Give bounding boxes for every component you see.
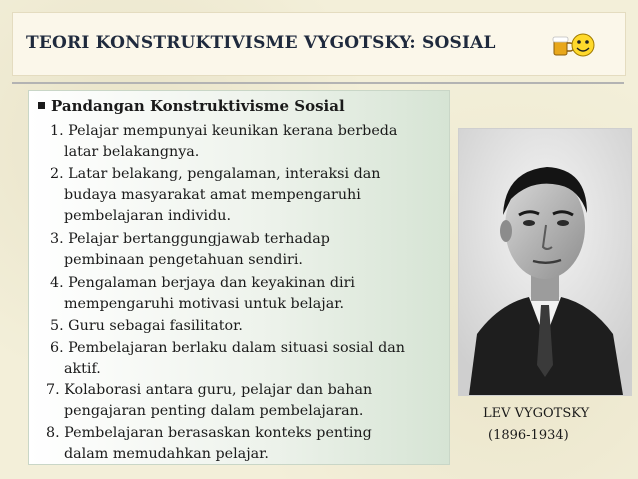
list-item-2-line-2: budaya masyarakat amat mempengaruhi <box>64 187 361 203</box>
list-item-6-line-2: aktif. <box>64 361 101 377</box>
list-item-8-line-2: dalam memudahkan pelajar. <box>64 446 269 462</box>
list-item-3-line-1: 3. Pelajar bertanggungjawab terhadap <box>50 231 330 247</box>
list-item-4-line-2: mempengaruhi motivasi untuk belajar. <box>64 296 345 312</box>
list-item-1-line-1: 1. Pelajar mempunyai keunikan kerana berbeda <box>50 123 398 139</box>
emoji-decoration <box>548 30 596 60</box>
list-item-2-line-1: 2. Latar belakang, pengalaman, interaksi dan <box>50 166 381 182</box>
smiley-icon <box>572 34 594 56</box>
list-item-4-line-1: 4. Pengalaman berjaya dan keyakinan diri <box>50 275 355 291</box>
list-item-1-line-2: latar belakangnya. <box>64 144 200 160</box>
title-separator <box>12 82 624 84</box>
portrait-caption-years: (1896-1934) <box>488 428 569 443</box>
beer-mug-icon <box>553 37 574 55</box>
section-heading-text: Pandangan Konstruktivisme Sosial <box>51 97 345 115</box>
list-item-3-line-2: pembinaan pengetahuan sendiri. <box>64 252 303 268</box>
slide-title: TEORI KONSTRUKTIVISME VYGOTSKY: SOSIAL <box>26 33 496 53</box>
list-item-7-line-2: pengajaran penting dalam pembelajaran. <box>64 403 364 419</box>
list-item-7-line-1: 7. Kolaborasi antara guru, pelajar dan bahan <box>46 382 373 398</box>
list-item-8-line-1: 8. Pembelajaran berasaskan konteks penting <box>46 425 372 441</box>
portrait-photo <box>458 128 632 396</box>
list-item-2-line-3: pembelajaran individu. <box>64 208 232 224</box>
section-heading <box>38 97 345 115</box>
list-item-5-line-1: 5. Guru sebagai fasilitator. <box>50 318 243 334</box>
bullet-icon <box>38 102 45 109</box>
list-item-6-line-1: 6. Pembelajaran berlaku dalam situasi sosial dan <box>50 340 406 356</box>
portrait-caption-name: LEV VYGOTSKY <box>483 406 590 421</box>
